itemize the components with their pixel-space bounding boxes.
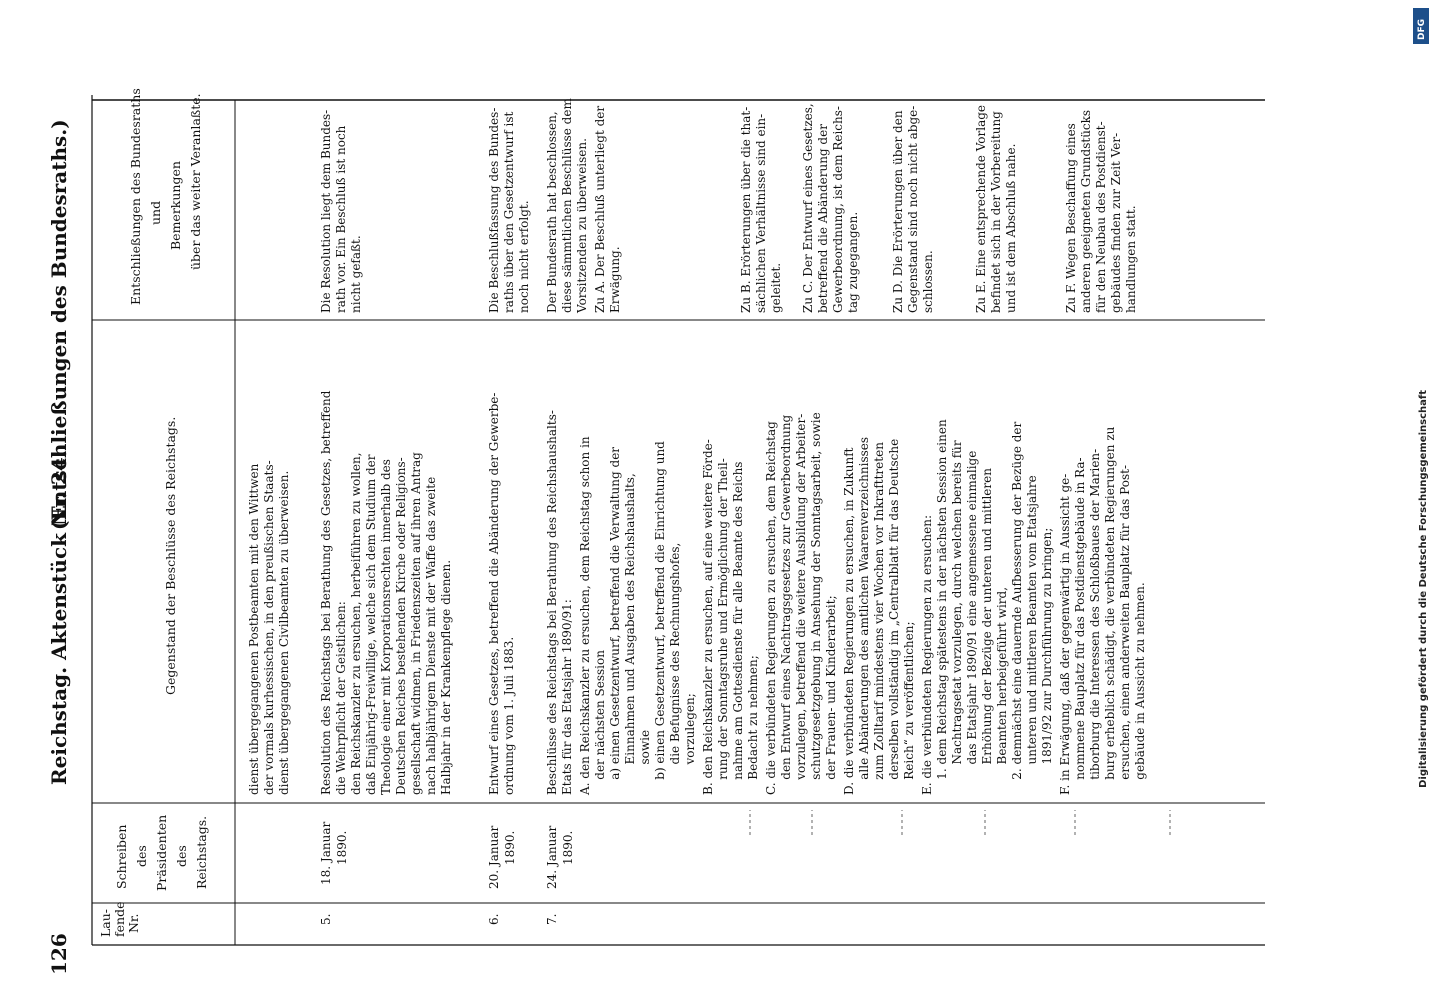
entschliessung-line: Die Resolution liegt dem Bundes- bbox=[319, 109, 333, 313]
entschliessung-line: noch nicht erfolgt. bbox=[517, 200, 531, 313]
gegenstand-line: vorzulegen; bbox=[683, 693, 697, 795]
entschliessung-line: geleitet. bbox=[769, 262, 783, 313]
page-number: 126 bbox=[47, 933, 71, 975]
gegenstand-line: die Befugnisse des Rechnungshofes, bbox=[668, 542, 682, 795]
gegenstand-line: Erhöhung der Bezüge der unteren und mittleren bbox=[980, 468, 994, 795]
entschliessung-line: handlungen statt. bbox=[1124, 205, 1138, 313]
gegenstand-line: ordnung vom 1. Juli 1883. bbox=[502, 636, 516, 795]
dfg-badge-label: DFG bbox=[1417, 18, 1427, 40]
entschliessung-line: Zu A. Der Beschluß unterliegt der bbox=[593, 105, 607, 313]
col-schreiben-1: Schreiben bbox=[114, 824, 129, 889]
col-laufende-3: Nr. bbox=[126, 913, 141, 933]
gegenstand-line: A. den Reichskanzler zu ersuchen, dem Reichstag schon in bbox=[578, 436, 592, 795]
row-nr: 5. bbox=[319, 913, 333, 925]
col-header-entschliessungen bbox=[128, 88, 203, 305]
entschliessung-line: Zu C. Der Entwurf eines Gesetzes, bbox=[801, 103, 815, 313]
gegenstand-line: Etats für das Etatsjahr 1890/91: bbox=[560, 599, 574, 795]
gegenstand-line: rung der Sonntagsruhe und Ermöglichung der Theil- bbox=[716, 458, 730, 795]
gegenstand-line: Beschlüsse des Reichstags bei Berathung des Reichshaushalts- bbox=[545, 410, 559, 795]
gegenstand-line: F. in Erwägung, daß der gegenwärtig in Aussicht ge- bbox=[1058, 473, 1072, 795]
entschliessung-line: Gegenstand sind noch nicht abge- bbox=[906, 105, 920, 313]
page-header-left: Reichstag. Aktenstück Nr. 24. bbox=[47, 450, 71, 785]
col-laufende-1: Lau- bbox=[98, 908, 113, 937]
dfg-credit bbox=[1413, 8, 1429, 788]
col-header-laufende bbox=[98, 902, 141, 937]
table-row bbox=[487, 108, 531, 925]
gegenstand-line: daß Einjährig-Freiwillige, welche sich dem Studium der bbox=[364, 454, 378, 795]
gegenstand-line: das Etatsjahr 1890/91 eine angemessene einmalige bbox=[965, 450, 979, 795]
gegenstand-line: C. die verbündeten Regierungen zu ersuchen, dem Reichstag bbox=[764, 421, 778, 795]
gegenstand-line: gesellschaft widmen, in Friedenszeiten auf ihren Antrag bbox=[409, 452, 423, 795]
row-date-1: 20. Januar bbox=[487, 825, 501, 889]
entschliessung-line: Zu D. Die Erörterungen über den bbox=[891, 110, 905, 313]
entschliessung-line: diese sämmtlichen Beschlüsse dem bbox=[560, 98, 574, 313]
gegenstand-line: nach halbjährigem Dienste mit der Waffe das zweite bbox=[424, 476, 438, 795]
col-entsch-3: Bemerkungen bbox=[168, 161, 183, 250]
gegenstand-line: Resolution des Reichstags bei Berathung des Gesetzes, betreffend bbox=[319, 390, 333, 795]
entschliessung-line: für den Neubau des Postdienst- bbox=[1094, 121, 1108, 313]
gegenstand-line: Entwurf eines Gesetzes, betreffend die Abänderung der Gewerbe- bbox=[487, 392, 501, 795]
entschliessung-line: sächlichen Verhältnisse sind ein- bbox=[754, 113, 768, 313]
row-nr: 7. bbox=[545, 913, 559, 925]
entschliessung-line: schlossen. bbox=[921, 250, 935, 313]
row-date-2: 1890. bbox=[335, 830, 349, 865]
col-entsch-4: über das weiter Veranlaßte. bbox=[188, 93, 203, 270]
gegenstand-line: Theologie einer mit Korporationsrechten innerhalb des bbox=[379, 459, 393, 795]
entschliessung-line: raths über den Gesetzentwurf ist bbox=[502, 111, 516, 313]
gegenstand-line: Einnahmen und Ausgaben des Reichshaushalts, bbox=[623, 473, 637, 795]
col-schreiben-2: des bbox=[134, 845, 149, 867]
entschliessung-line: Zu B. Erörterungen über die that- bbox=[739, 106, 753, 313]
gegenstand-line: derselben vollständig im „Centralblatt für das Deutsche bbox=[887, 438, 901, 795]
row-nr: 6. bbox=[487, 913, 501, 925]
entschliessung-line: befindet sich in der Vorbereitung bbox=[989, 111, 1003, 313]
gegenstand-line: alle Abänderungen des amtlichen Waarenverzeichnisses bbox=[857, 436, 871, 795]
gegenstand-line: nommene Bauplatz für das Postdienstgebäude in Ra- bbox=[1073, 457, 1087, 795]
col-entsch-2: und bbox=[148, 200, 163, 225]
gegenstand-line: D. die verbündeten Regierungen zu ersuchen, in Zukunft bbox=[842, 447, 856, 795]
gegenstand-line: vorzulegen, betreffend die weitere Ausbildung der Arbeiter- bbox=[794, 413, 808, 795]
col-schreiben-5: Reichstags. bbox=[194, 815, 209, 889]
gegenstand-line: 1891/92 zur Durchführung zu bringen; bbox=[1040, 527, 1054, 795]
gegenstand-line: sowie bbox=[638, 729, 652, 795]
gegenstand-line: ersuchen, einen anderweiten Bauplatz für das Post- bbox=[1118, 465, 1132, 795]
col-header-gegenstand: Gegenstand der Beschlüsse des Reichstags. bbox=[163, 416, 178, 695]
col-schreiben-4: des bbox=[174, 845, 189, 867]
entschliessung-line: Zu E. Eine entsprechende Vorlage bbox=[974, 104, 988, 313]
gegenstand-line: Deutschen Reiches bestehenden Kirche oder Religions- bbox=[394, 457, 408, 795]
entschliessung-line: anderen geeigneten Grundstücks bbox=[1079, 109, 1093, 313]
col-header-schreiben bbox=[114, 815, 209, 891]
gegenstand-line: gebäude in Aussicht zu nehmen. bbox=[1133, 582, 1147, 795]
entschliessung-line: tag zugegangen. bbox=[846, 211, 860, 313]
gegenstand-line: den Entwurf eines Nachtragsgesetzes zur Gewerbeordnung bbox=[779, 414, 793, 795]
gegenstand-line: unteren und mittleren Beamten vom Etatsjahre bbox=[1025, 475, 1039, 795]
gegenstand-line: 1. dem Reichstag spätestens in der nächsten Session einen bbox=[935, 419, 949, 795]
gegenstand-line: schutzgesetzgebung in Ansehung der Sonntagsarbeit, sowie bbox=[809, 412, 823, 795]
row-date-1: 24. Januar bbox=[545, 825, 559, 889]
gegenstand-line: Halbjahr in der Krankenpflege dienen. bbox=[439, 559, 453, 795]
table-row bbox=[545, 98, 1147, 925]
cont-line-1: dienst übergegangenen Postbeamten mit den Wittwen bbox=[247, 463, 261, 795]
gegenstand-line: die Wehrpflicht der Geistlichen: bbox=[334, 601, 348, 795]
entschliessung-line: Gewerbeordnung, ist dem Reichs- bbox=[831, 106, 845, 313]
gegenstand-line: der Frauen- und Kinderarbeit; bbox=[824, 595, 838, 795]
dfg-credit-text: Digitalisierung gefördert durch die Deutsche Forschungsgemeinschaft bbox=[1418, 390, 1429, 788]
entschliessung-line: und ist dem Abschluß nahe. bbox=[1004, 143, 1018, 313]
row-date-1: 18. Januar bbox=[319, 821, 333, 885]
row-date-2: 1890. bbox=[503, 830, 517, 865]
entschliessung-line: betreffend die Abänderung der bbox=[816, 124, 830, 313]
cont-line-2: der vormals kurhessischen, in den preußischen Staats- bbox=[262, 460, 276, 795]
entschliessung-line: Erwägung. bbox=[608, 246, 622, 313]
gegenstand-line: E. die verbündeten Regierungen zu ersuchen: bbox=[920, 514, 934, 795]
col-schreiben-3: Präsidenten bbox=[154, 814, 169, 891]
entschliessung-line: rath vor. Ein Beschluß ist noch bbox=[334, 125, 348, 313]
row-continuation bbox=[247, 460, 291, 795]
gegenstand-line: tiborburg die Interessen des Schloßbaues der Marien- bbox=[1088, 448, 1102, 795]
gegenstand-line: b) einen Gesetzentwurf, betreffend die Einrichtung und bbox=[653, 441, 667, 795]
gegenstand-line: Reich“ zu veröffentlichen; bbox=[902, 621, 916, 795]
entschliessung-line: Der Bundesrath hat beschlossen, bbox=[545, 111, 559, 313]
gegenstand-line: nahme am Gottesdienste für alle Beamte des Reichs bbox=[731, 461, 745, 795]
row-date-2: 1890. bbox=[561, 830, 575, 865]
col-laufende-2: fende bbox=[112, 901, 127, 937]
gegenstand-line: B. den Reichskanzler zu ersuchen, auf eine weitere Förde- bbox=[701, 439, 715, 795]
entschliessung-line: gebäudes finden zur Zeit Ver- bbox=[1109, 132, 1123, 313]
gegenstand-line: Beamten herbeigeführt wird, bbox=[995, 586, 1009, 795]
gegenstand-line: der nächsten Session bbox=[593, 650, 607, 795]
page-header-right: (Entschließungen des Bundesraths.) bbox=[47, 119, 71, 530]
entschliessung-line: Vorsitzenden zu überweisen. bbox=[575, 138, 589, 313]
gegenstand-line: Bedacht zu nehmen; bbox=[746, 655, 760, 795]
entschliessung-line: Zu F. Wegen Beschaffung eines bbox=[1064, 123, 1078, 313]
entschliessung-line: nicht gefaßt. bbox=[349, 235, 363, 313]
gegenstand-line: zum Zolltarif mindestens vier Wochen vor Inkrafttreten bbox=[872, 442, 886, 795]
cont-line-3: dienst übergegangenen Civilbeamten zu überweisen. bbox=[277, 470, 291, 795]
col-entsch-1: Entschließungen des Bundesraths bbox=[128, 88, 143, 305]
entschliessung-line: Die Beschlußfassung des Bundes- bbox=[487, 107, 501, 313]
gegenstand-line: 2. demnächst eine dauernde Aufbesserung der Bezüge der bbox=[1010, 421, 1024, 795]
gegenstand-line: Nachtragsetat vorzulegen, durch welchen bereits für bbox=[950, 440, 964, 795]
section-separators bbox=[750, 810, 1170, 835]
gegenstand-line: a) einen Gesetzentwurf, betreffend die Verwaltung der bbox=[608, 446, 622, 795]
gegenstand-line: burg erheblich schädigt, die verbündeten Regierungen zu bbox=[1103, 426, 1117, 795]
gegenstand-line: den Reichskanzler zu ersuchen, herbeiführen zu wollen, bbox=[349, 452, 363, 795]
